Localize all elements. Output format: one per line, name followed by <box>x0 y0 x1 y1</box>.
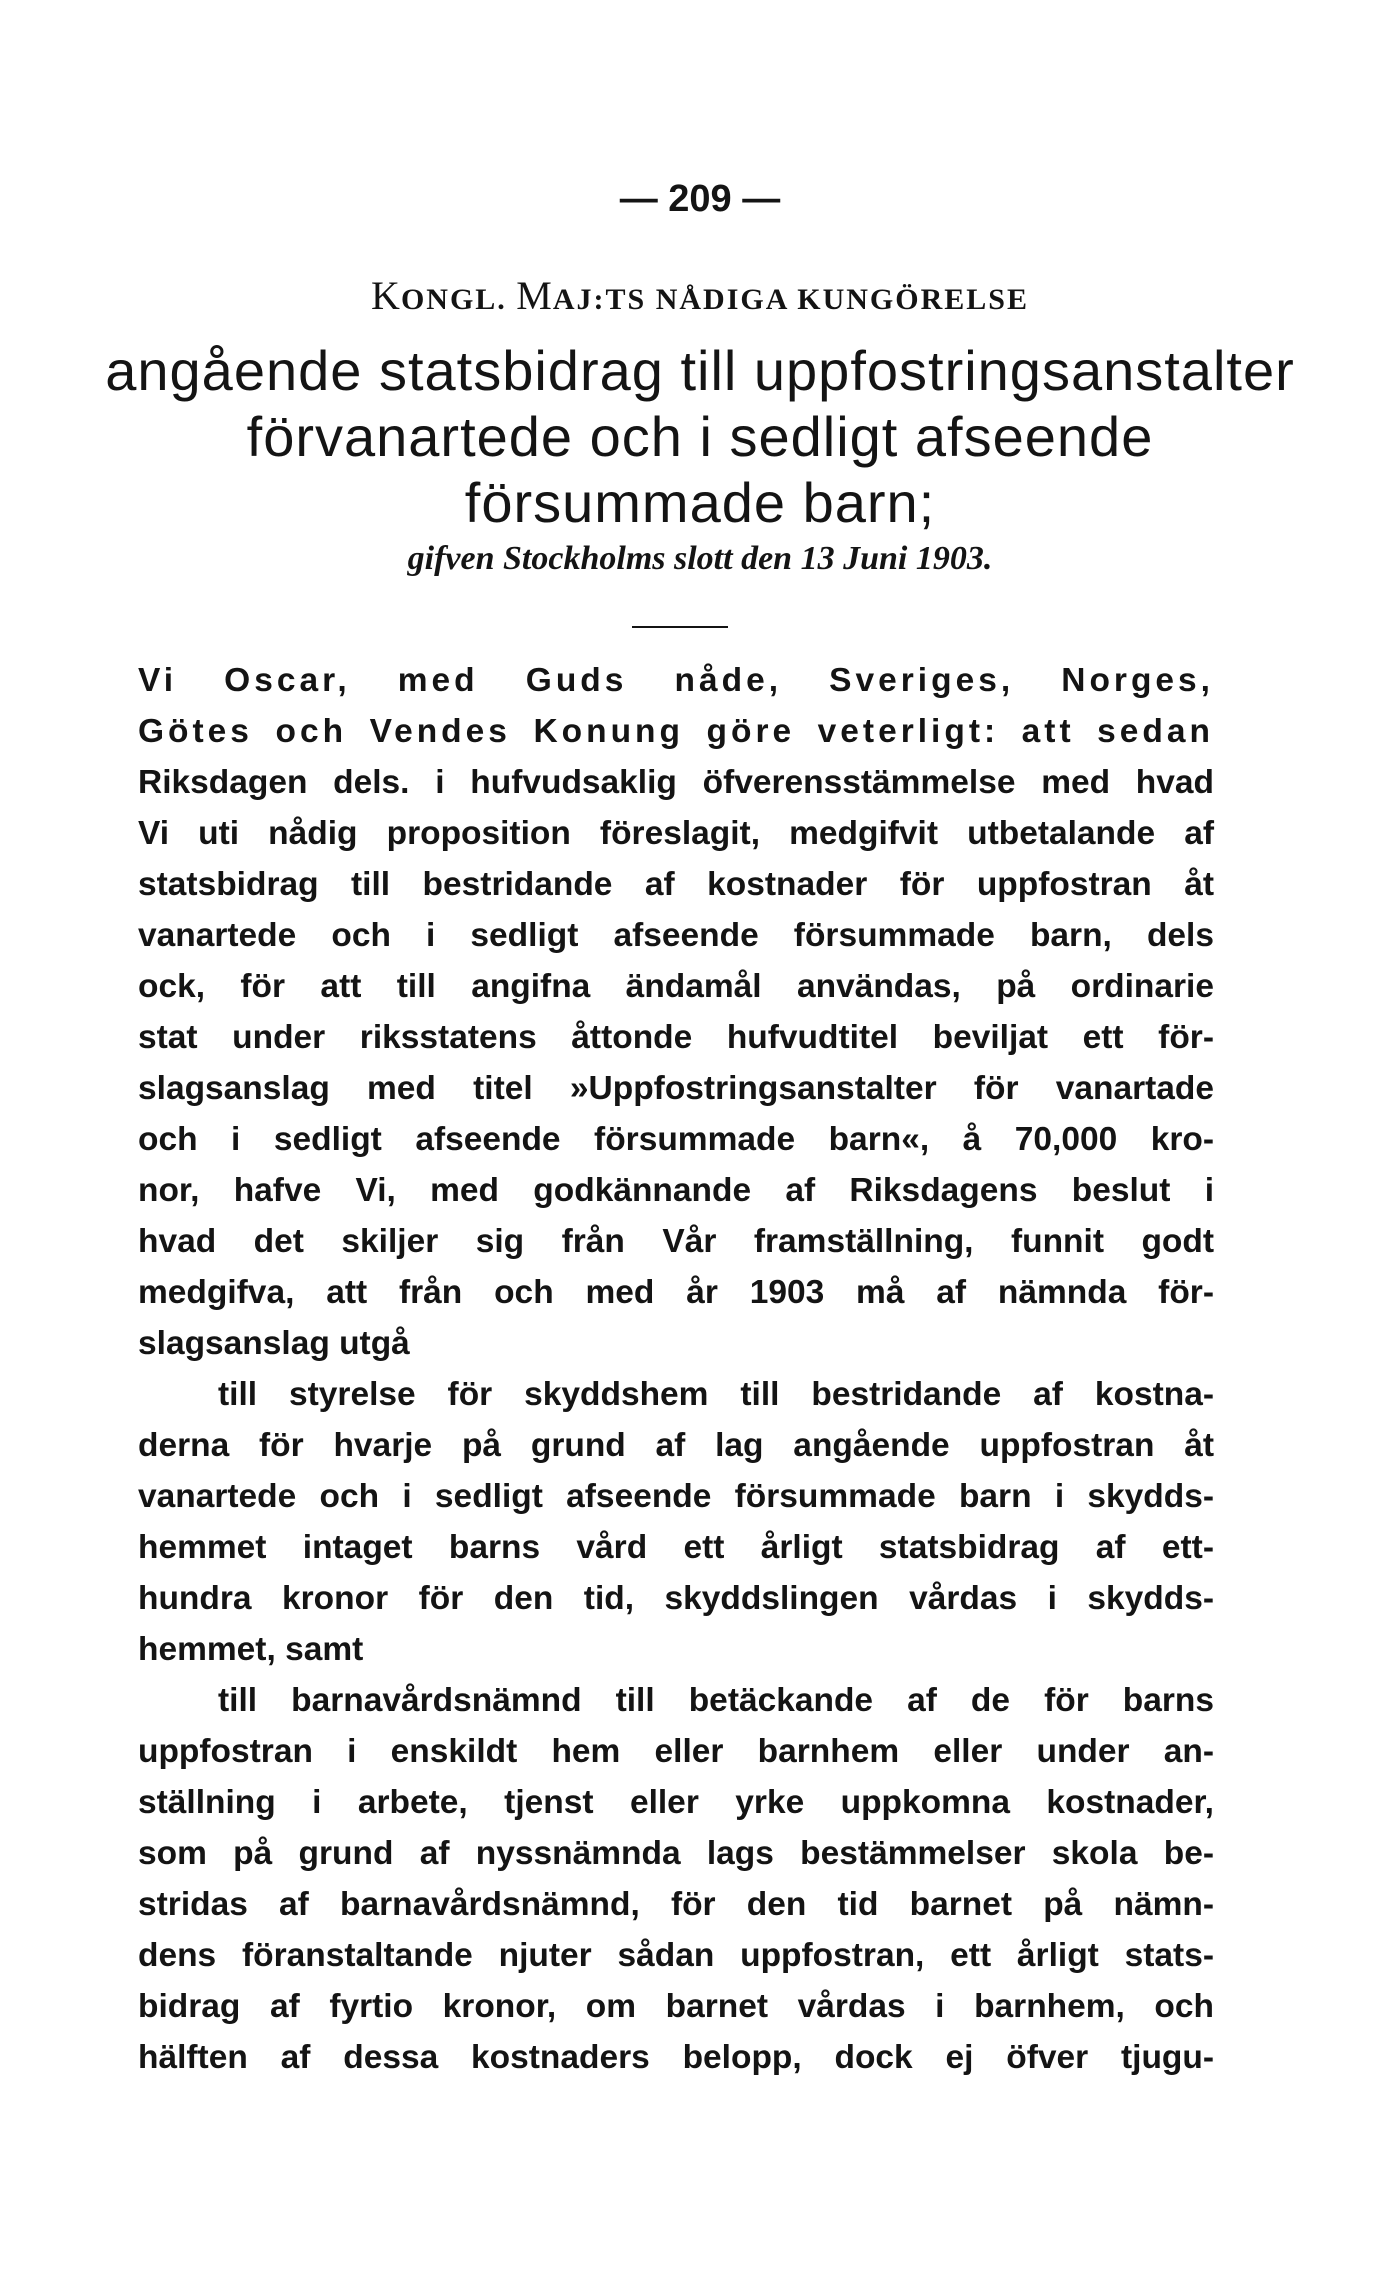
body-line: stat under riksstatens åttonde hufvudtitel beviljat ett för- <box>138 1019 1214 1056</box>
body-line: stridas af barnavårdsnämnd, för den tid barnet på nämn- <box>138 1886 1214 1923</box>
title-line: förvanartede och i sedligt afseende <box>246 405 1154 468</box>
body-line: till styrelse för skyddshem till bestridande af kostna- <box>218 1376 1214 1413</box>
heading-initial-k: K <box>371 273 401 318</box>
body-line: Götes och Vendes Konung göre veterligt: att sedan <box>138 713 1214 750</box>
body-line: hvad det skiljer sig från Vår framställning, funnit godt <box>138 1223 1214 1260</box>
body-line: hälften af dessa kostnaders belopp, dock ej öfver tjugu- <box>138 2039 1214 2076</box>
heading-initial-m: M <box>516 273 553 318</box>
body-line: nor, hafve Vi, med godkännande af Riksdagens beslut i <box>138 1172 1214 1209</box>
title-line: angående statsbidrag till uppfostringsanstalter <box>105 339 1295 402</box>
body-line: dens föranstaltande njuter sådan uppfostran, ett årligt stats- <box>138 1937 1214 1974</box>
dateline: gifven Stockholms slott den 13 Juni 1903. <box>407 540 993 577</box>
body-text <box>138 655 1214 2083</box>
body-line: derna för hvarje på grund af lag angående uppfostran åt <box>138 1427 1214 1464</box>
body-line: hemmet, samt <box>138 1631 364 1668</box>
body-line: Vi uti nådig proposition föreslagit, medgifvit utbetalande af <box>138 815 1214 852</box>
body-line: bidrag af fyrtio kronor, om barnet vårdas i barnhem, och <box>138 1988 1214 2025</box>
body-line: vanartede och i sedligt afseende försummade barn, dels <box>138 917 1214 954</box>
body-line: Vi Oscar, med Guds nåde, Sveriges, Norges, <box>138 662 1214 699</box>
heading-part-2: AJ:TS NÅDIGA KUNGÖRELSE <box>552 283 1029 316</box>
separator-rule <box>632 626 728 628</box>
title-line: försummade barn; <box>464 471 936 534</box>
body-line: hundra kronor för den tid, skyddslingen vårdas i skydds- <box>138 1580 1214 1617</box>
body-line: till barnavårdsnämnd till betäckande af de för barns <box>218 1682 1214 1719</box>
body-line: Riksdagen dels. i hufvudsaklig öfverensstämmelse med hvad <box>138 764 1214 801</box>
body-line: vanartede och i sedligt afseende försummade barn i skydds- <box>138 1478 1214 1515</box>
body-line: uppfostran i enskildt hem eller barnhem eller under an- <box>138 1733 1214 1770</box>
decree-heading <box>0 272 1400 319</box>
body-line: slagsanslag utgå <box>138 1325 410 1362</box>
heading-part-1: ONGL. <box>400 283 517 316</box>
body-line: och i sedligt afseende försummade barn«, å 70,000 kro- <box>138 1121 1214 1158</box>
document-title <box>0 338 1400 536</box>
body-line: ställning i arbete, tjenst eller yrke uppkomna kostnader, <box>138 1784 1214 1821</box>
page-number: — 209 — <box>619 178 781 220</box>
body-line: hemmet intaget barns vård ett årligt statsbidrag af ett- <box>138 1529 1214 1566</box>
body-line: slagsanslag med titel »Uppfostringsanstalter för vanartade <box>138 1070 1214 1107</box>
body-line: statsbidrag till bestridande af kostnader för uppfostran åt <box>138 866 1214 903</box>
body-line: ock, för att till angifna ändamål användas, på ordinarie <box>138 968 1214 1005</box>
body-line: som på grund af nyssnämnda lags bestämmelser skola be- <box>138 1835 1214 1872</box>
body-line: medgifva, att från och med år 1903 må af nämnda för- <box>138 1274 1214 1311</box>
